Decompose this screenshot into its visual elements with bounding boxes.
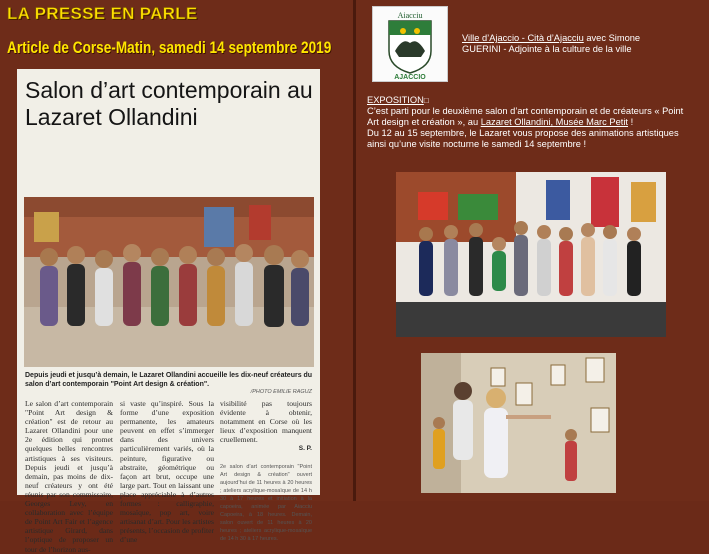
author-signature: S. P. (298, 445, 312, 453)
article-column-2: si vaste qu’inspiré. Sous la forme d’une exposition permanente, les amateurs peuvent en effet s’immerger dans des univers particulièrement variés, où la peinture, figurative ou abstraite, géométrique ou façon art brut, occupe une large part. Tout en laissant une place appréciable à d’autres formes : calligraphie, mosaïque, pop art, voire artisanat d’art. Pour les artistes présents, l’occasion de profiter d’une (120, 399, 214, 545)
exhibition-text (367, 95, 697, 150)
city-link[interactable]: Ville d’Ajaccio - Cità d’Ajacciu (462, 33, 584, 43)
article-column-3 (220, 399, 312, 543)
photo-credit: /PHOTO EMILIE RAGUZ (250, 389, 312, 395)
city-info (462, 33, 642, 55)
brand-heading: LA PRESSE EN PARLE (7, 4, 198, 23)
ajaccio-logo (372, 6, 448, 82)
exposition-intro: C’est parti pour le deuxième salon d’art contemporain et de créateurs « Point Art design et création », au (367, 106, 684, 127)
event-infobox: 2e salon d’art contemporain "Point Art design & création" ouvert aujourd’hui de 11 heures à 20 heures ; ateliers acrylique-mosaïque de 14 h 30 à 17 heures et initiation à la capoeira, animée par Aiacciu Capoeira, à 18 heures. Demain, salon ouvert de 11 heures à 20 heures ; ateliers acrylique-mosaïque de 14 h 30 à 17 heures. (220, 463, 312, 542)
newspaper-clipping (17, 69, 320, 554)
exposition-intro-end: ! (627, 117, 634, 127)
venue-link[interactable]: Lazaret Ollandini, Musée Marc Petit (480, 117, 628, 127)
article-subtitle: Article de Corse-Matin, samedi 14 septembre 2019 (7, 38, 332, 57)
photo-caption: Depuis jeudi et jusqu’à demain, le Lazaret Ollandini accueille les dix-neuf créateurs du salon d’art contemporain "Point Art design & création". (25, 372, 313, 388)
logo-bottom-text: AJACCIO (394, 74, 426, 81)
article-column-3-text: visibilité pas toujours évidente à obtenir, notamment en Corse où les lieux d’exposition manquent cruellement. (220, 399, 312, 445)
visit-photo (421, 353, 616, 493)
logo-top-text: Aiacciu (397, 11, 423, 20)
link-icon: □ (423, 96, 429, 105)
clipping-title: Salon d’art contemporain au Lazaret Ollandini (25, 77, 313, 130)
article-column-1: Le salon d’art contemporain "Point Art design & création" est de retour au Lazaret Ollandini pour une 2e édition qui promet quelques belles rencontres artistiques à ses visiteurs. Depuis jeudi et jusqu’à demain, pas moins de dix-neuf créateurs y ont été réunis par son commissaire, Georges Levy, en collaboration avec l’équipe de Point Art Fair et l’agence artistique Girard, dans l’optique de proposer un tour de l’horizon aus- (25, 399, 113, 554)
exposition-dates: Du 12 au 15 septembre, le Lazaret vous propose des animations artistiques ainsi qu’une visite nocturne le samedi 14 septembre ! (367, 128, 679, 149)
group-photo (24, 197, 314, 367)
city-info-text: avec Simone GUERINI - Adjointe à la culture de la ville (462, 33, 641, 54)
gallery-group-photo (396, 172, 666, 337)
exposition-heading-link[interactable]: EXPOSITION (367, 95, 424, 105)
